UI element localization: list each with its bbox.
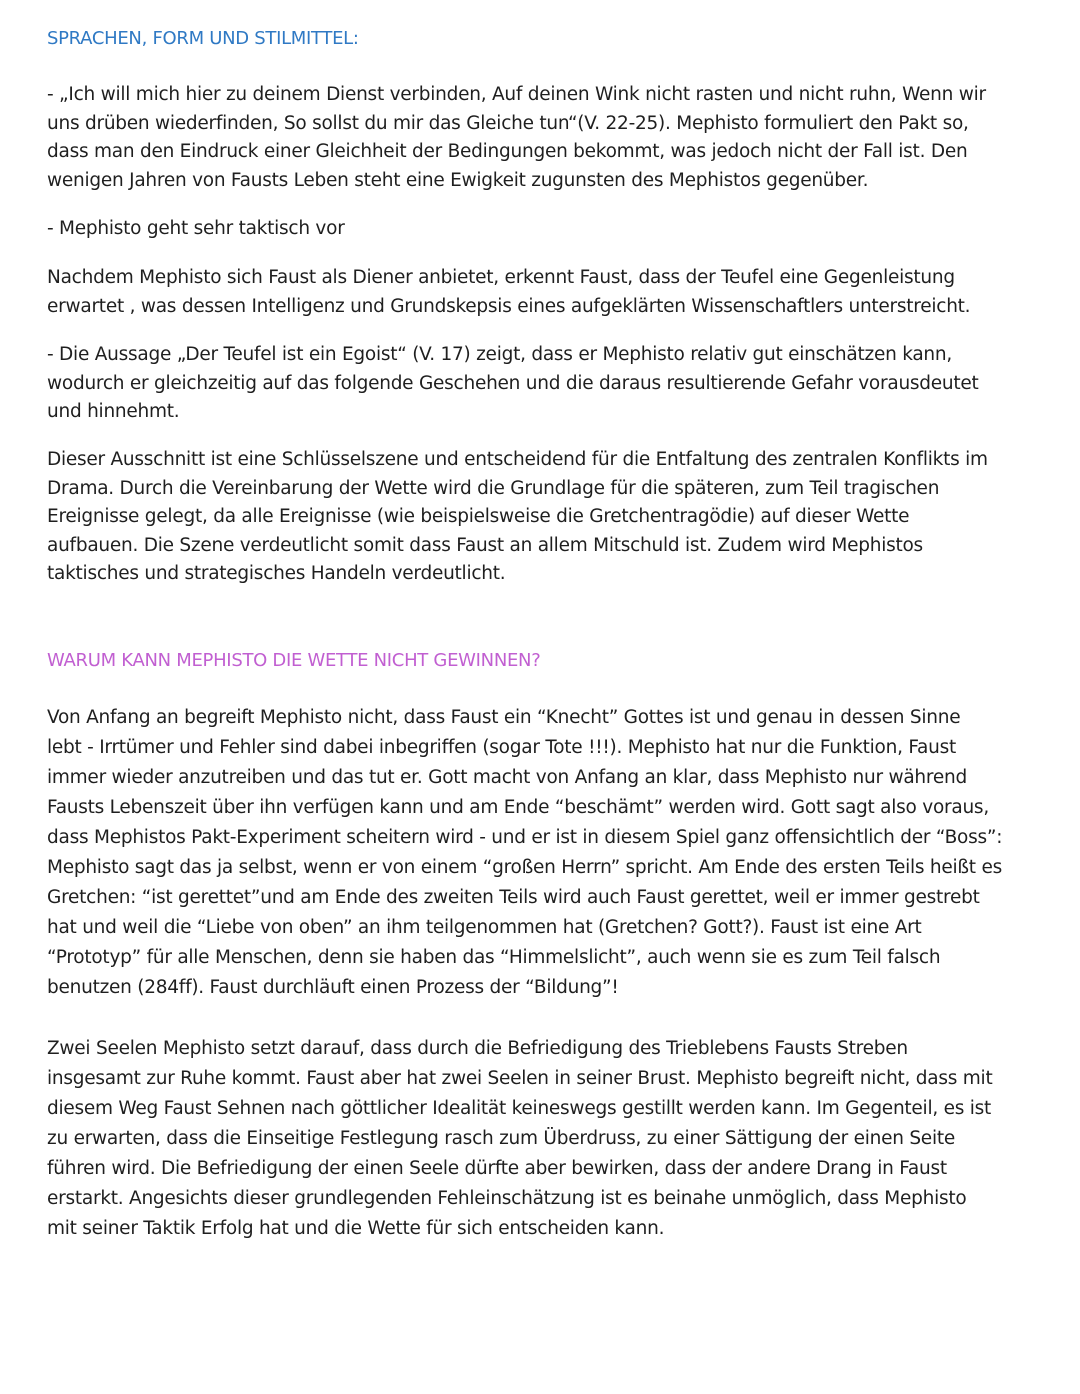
paragraph-zwei-seelen: Zwei Seelen Mephisto setzt darauf, dass durch die Befriedigung des Trieblebens Fausts Streben insgesamt zur Ruhe kommt. Faust aber hat zwei Seelen in seiner Brust. Mephisto begreift nicht, dass mit diesem Weg Faust Sehnen nach göttlicher Idealität keineswegs gestillt werden kann. Im Gegenteil, es ist zu erwarten, dass die Einseitige Festlegung rasch zum Überdruss, zu einer Sättigung der einen Seite führen wird. Die Befriedigung der einen Seele dürfte aber bewirken, dass der andere Drang in Faust erstarkt. Angesichts dieser grundlegenden Fehleinschätzung ist es beinahe unmöglich, dass Mephisto mit seiner Taktik Erfolg hat und die Wette für sich entscheiden kann.: [47, 1038, 993, 1239]
paragraph-schluesselszene: Dieser Ausschnitt ist eine Schlüsselszene und entscheidend für die Entfaltung des zentralen Konflikts im Drama. Durch die Vereinbarung der Wette wird die Grundlage für die späteren, zum Teil tragischen Ereignisse gelegt, da alle Ereignisse (wie beispielsweise die Gretchentragödie) auf dieser Wette aufbauen. Die Szene verdeutlicht somit dass Faust an allem Mitschuld ist. Zudem wird Mephistos taktisches und strategisches Handeln verdeutlicht.: [47, 449, 988, 584]
paragraph-knecht-gottes: Von Anfang an begreift Mephisto nicht, dass Faust ein “Knecht” Gottes ist und genau in dessen Sinne lebt - Irrtümer und Fehler sind dabei inbegriffen (sogar Tote !!!). Mephisto hat nur die Funktion, Faust immer wieder anzutreiben und das tut er. Gott macht von Anfang an klar, dass Mephisto nur während Fausts Lebenszeit über ihn verfügen kann und am Ende “beschämt” werden wird. Gott sagt also voraus, dass Mephistos Pakt-Experiment scheitern wird - und er ist in diesem Spiel ganz offensichtlich der “Boss”: Mephisto sagt das ja selbst, wenn er von einem “großen Herrn” spricht. Am Ende des ersten Teils heißt es Gretchen: “ist gerettet”und am Ende des zweiten Teils wird auch Faust gerettet, weil er immer gestrebt hat und weil die “Liebe von oben” an ihm teilgenommen hat (Gretchen? Gott?). Faust ist eine Art “Prototyp” für alle Menschen, denn sie haben das “Himmelslicht”, auch wenn sie es zum Teil falsch benutzen (284ff). Faust durchläuft einen Prozess der “Bildung”!: [47, 707, 1003, 998]
paragraph-pakt-zitat: - „Ich will mich hier zu deinem Dienst verbinden, Auf deinen Wink nicht rasten und nicht ruhn, Wenn wir uns drüben wiederfinden, So sollst du mir das Gleiche tun“(V. 22-25). Mephisto formuliert den Pakt so, dass man den Eindruck einer Gleichheit der Bedingungen bekommt, was jedoch nicht der Fall ist. Den wenigen Jahren von Fausts Leben steht eine Ewigkeit zugunsten des Mephistos gegenüber.: [47, 84, 986, 191]
paragraph-diener: Nachdem Mephisto sich Faust als Diener anbietet, erkennt Faust, dass der Teufel eine Gegenleistung erwartet , was dessen Intelligenz und Grundskepsis eines aufgeklärten Wissenschaftlers unterstreicht.: [47, 267, 971, 317]
section-heading-wette: WARUM KANN MEPHISTO DIE WETTE NICHT GEWINNEN?: [47, 650, 541, 671]
section-heading-stilmittel: SPRACHEN, FORM UND STILMITTEL:: [47, 28, 359, 49]
paragraph-egoist: - Die Aussage „Der Teufel ist ein Egoist“ (V. 17) zeigt, dass er Mephisto relativ gut einschätzen kann, wodurch er gleichzeitig auf das folgende Geschehen und die daraus resultierende Gefahr vorausdeutet und hinnehmt.: [47, 344, 979, 422]
paragraph-taktik: - Mephisto geht sehr taktisch vor: [47, 218, 345, 239]
